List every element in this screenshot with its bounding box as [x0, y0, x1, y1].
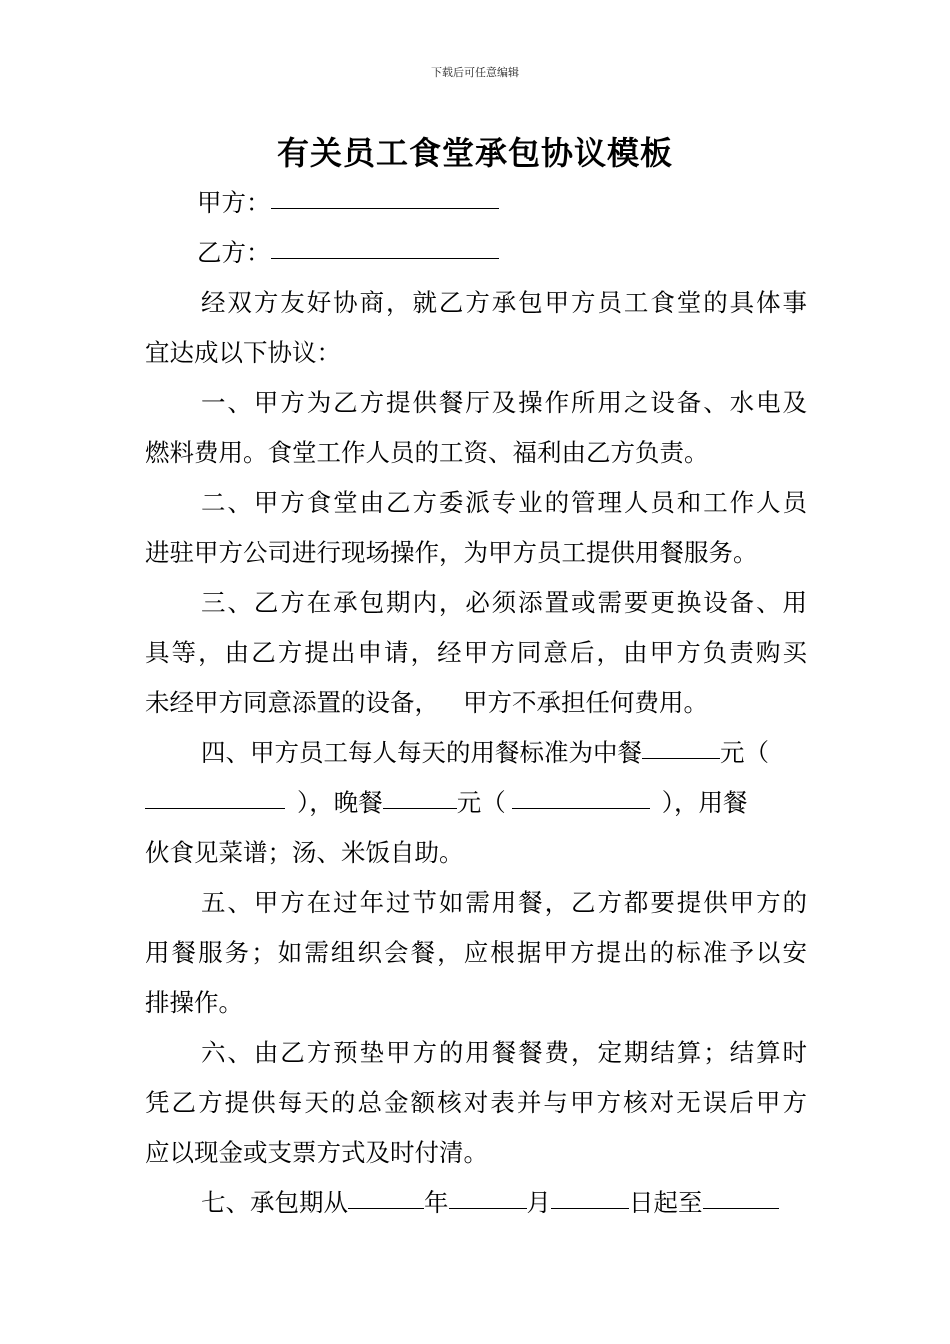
clause3-line-3a: 未经甲方同意添置的设备，: [145, 688, 439, 717]
clause6-line-2: 凭乙方提供每天的总金额核对表并与甲方核对无误后甲方: [145, 1088, 807, 1117]
clause1-line-2: 燃料费用。食堂工作人员的工资、福利由乙方负责。: [145, 438, 709, 467]
start-year-blank[interactable]: [348, 1207, 424, 1209]
lunch-amount-words-blank[interactable]: [145, 807, 285, 809]
clause4-line-2: [145, 778, 807, 828]
party-b-label: 乙方：: [197, 238, 271, 267]
clause4-dinner-label: ），晚餐: [297, 788, 383, 817]
clause3-line-3b: 甲方不承担任何费用。: [463, 688, 708, 717]
page-header: 下载后可任意编辑: [431, 66, 519, 79]
start-day-blank[interactable]: [551, 1207, 629, 1209]
start-month-blank[interactable]: [449, 1207, 527, 1209]
clause7-month: 月: [526, 1188, 551, 1217]
clause3-line-3: [145, 678, 807, 728]
clause3-line-2: 具等，由乙方提出申请，经甲方同意后，由甲方负责购买: [145, 638, 807, 667]
clause7-line-1: [145, 1178, 807, 1228]
clause1-line-1: 一、甲方为乙方提供餐厅及操作所用之设备、水电及: [201, 388, 807, 417]
end-date-blank[interactable]: [703, 1207, 779, 1209]
party-b-blank[interactable]: [271, 257, 499, 259]
dinner-amount-words-blank[interactable]: [512, 807, 650, 809]
clause5-line-3: 排操作。: [145, 988, 243, 1017]
document-title: 有关员工食堂承包协议模板: [276, 134, 673, 172]
clause2-line-2: 进驻甲方公司进行现场操作，为甲方员工提供用餐服务。: [145, 538, 758, 567]
clause2-line-1: 二、甲方食堂由乙方委派专业的管理人员和工作人员: [201, 488, 807, 517]
lunch-amount-blank[interactable]: [642, 757, 720, 759]
clause7-prefix: 七、承包期从: [201, 1188, 348, 1217]
party-a-line: [145, 178, 807, 228]
clause5-line-1: 五、甲方在过年过节如需用餐，乙方都要提供甲方的: [201, 888, 807, 917]
clause3-line-1: 三、乙方在承包期内，必须添置或需要更换设备、用: [201, 588, 807, 617]
clause4-yuan-1: 元（: [720, 738, 769, 767]
clause7-year: 年: [424, 1188, 449, 1217]
intro-line-1: 经双方友好协商，就乙方承包甲方员工食堂的具体事: [201, 288, 807, 317]
clause4-text-1: 四、甲方员工每人每天的用餐标准为中餐: [201, 738, 642, 767]
party-a-blank[interactable]: [271, 207, 499, 209]
clause4-line-3: 伙食见菜谱；汤、米饭自助。: [145, 838, 464, 867]
document-body: [145, 178, 807, 1228]
party-b-line: [145, 228, 807, 278]
clause7-day-to: 日起至: [629, 1188, 703, 1217]
clause6-line-1: 六、由乙方预垫甲方的用餐餐费，定期结算；结算时: [201, 1038, 807, 1067]
intro-line-2: 宜达成以下协议：: [145, 338, 341, 367]
clause5-line-2: 用餐服务；如需组织会餐，应根据甲方提出的标准予以安: [145, 938, 807, 967]
party-a-label: 甲方：: [197, 188, 271, 217]
dinner-amount-blank[interactable]: [383, 807, 457, 809]
clause4-meal-text: ），用餐: [661, 788, 748, 817]
clause4-yuan-2: 元（: [456, 788, 506, 817]
clause6-line-3: 应以现金或支票方式及时付清。: [145, 1138, 488, 1167]
clause4-line-1: [145, 728, 807, 778]
